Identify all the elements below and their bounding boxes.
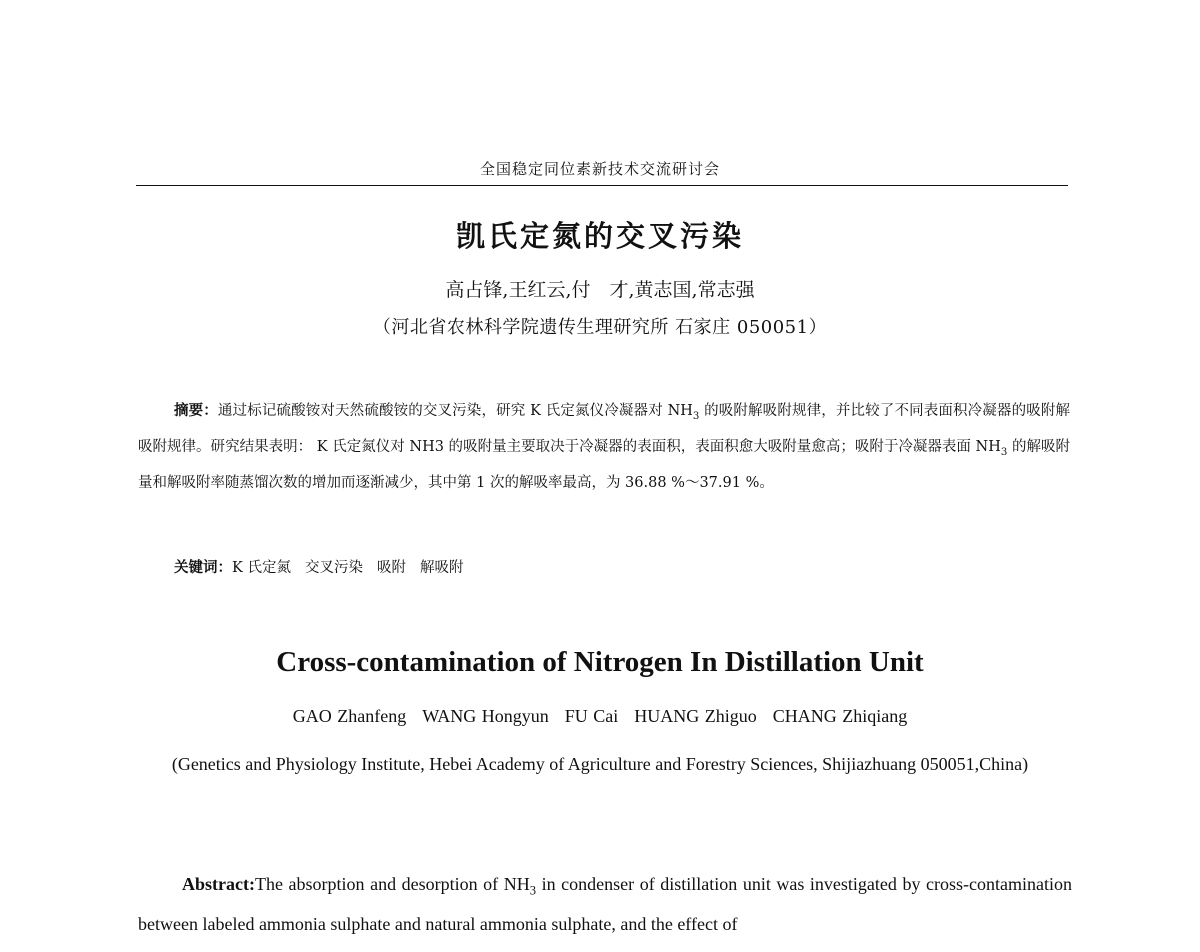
chinese-keywords: [174, 556, 477, 577]
chinese-keywords-label: 关键词：: [174, 559, 232, 576]
chinese-title: 凯氏定氮的交叉污染: [455, 219, 744, 253]
keyword: 吸附: [376, 560, 406, 576]
chinese-abstract-text-1: 通过标记硫酸铵对天然硫酸铵的交叉污染，研究 K 氏定氮仪冷凝器对 NH: [217, 403, 693, 419]
chinese-abstract-label: 摘要：: [174, 402, 218, 419]
english-authors: [0, 706, 1200, 727]
chinese-abstract-text-2: 的吸附解吸附规律，并比较了不同表面积冷凝器的吸附解吸附规律。研究结果表明： K 氏定氮仪对 NH3 的吸附量主要取决于冷凝器的表面积，表面积愈大吸附量愈高；吸附于冷凝器表面 NH: [138, 403, 1070, 455]
keyword: K 氏定氮: [232, 560, 291, 576]
chinese-abstract: [138, 393, 1070, 501]
author-name: HUANG Zhiguo: [634, 706, 757, 726]
english-title: Cross-contamination of Nitrogen In Distillation Unit: [276, 646, 924, 678]
english-abstract-sub-1: 3: [529, 883, 537, 898]
author-name: FU Cai: [564, 706, 619, 726]
chinese-abstract-sub-1: 3: [692, 410, 700, 422]
chinese-abstract-text-3: 的解吸附量和解吸附率随蒸馏次数的增加而逐渐减少，其中第 1 次的解吸率最高，为 36.88 %～37.91 %。: [138, 439, 1071, 491]
english-affiliation: (Genetics and Physiology Institute, Hebei Academy of Agriculture and Forestry Sciences, Shijiazhuang 050051,China): [171, 754, 1029, 774]
author-name: CHANG Zhiqiang: [772, 706, 908, 726]
header-rule: [136, 185, 1068, 186]
english-abstract: [138, 864, 1072, 944]
chinese-affiliation: （河北省农林科学院遗传生理研究所 石家庄 050051）: [372, 317, 828, 338]
keyword: 解吸附: [419, 560, 464, 576]
english-abstract-text-1: The absorption and desorption of NH: [254, 874, 530, 894]
author-name: GAO Zhanfeng: [292, 706, 407, 726]
keyword: 交叉污染: [304, 560, 363, 576]
author-name: WANG Hongyun: [422, 706, 549, 726]
english-abstract-text-2: in condenser of distillation unit was investigated by cross-contamination between labeled ammonia sulphate and natural ammonia sulphate, and the effect of: [138, 874, 1072, 934]
english-abstract-label: Abstract:: [182, 874, 255, 894]
chinese-abstract-sub-2: 3: [1000, 446, 1008, 458]
chinese-authors: 高占锋,王红云,付 才,黄志国,常志强: [445, 279, 755, 301]
running-head: 全国稳定同位素新技术交流研讨会: [479, 160, 720, 178]
